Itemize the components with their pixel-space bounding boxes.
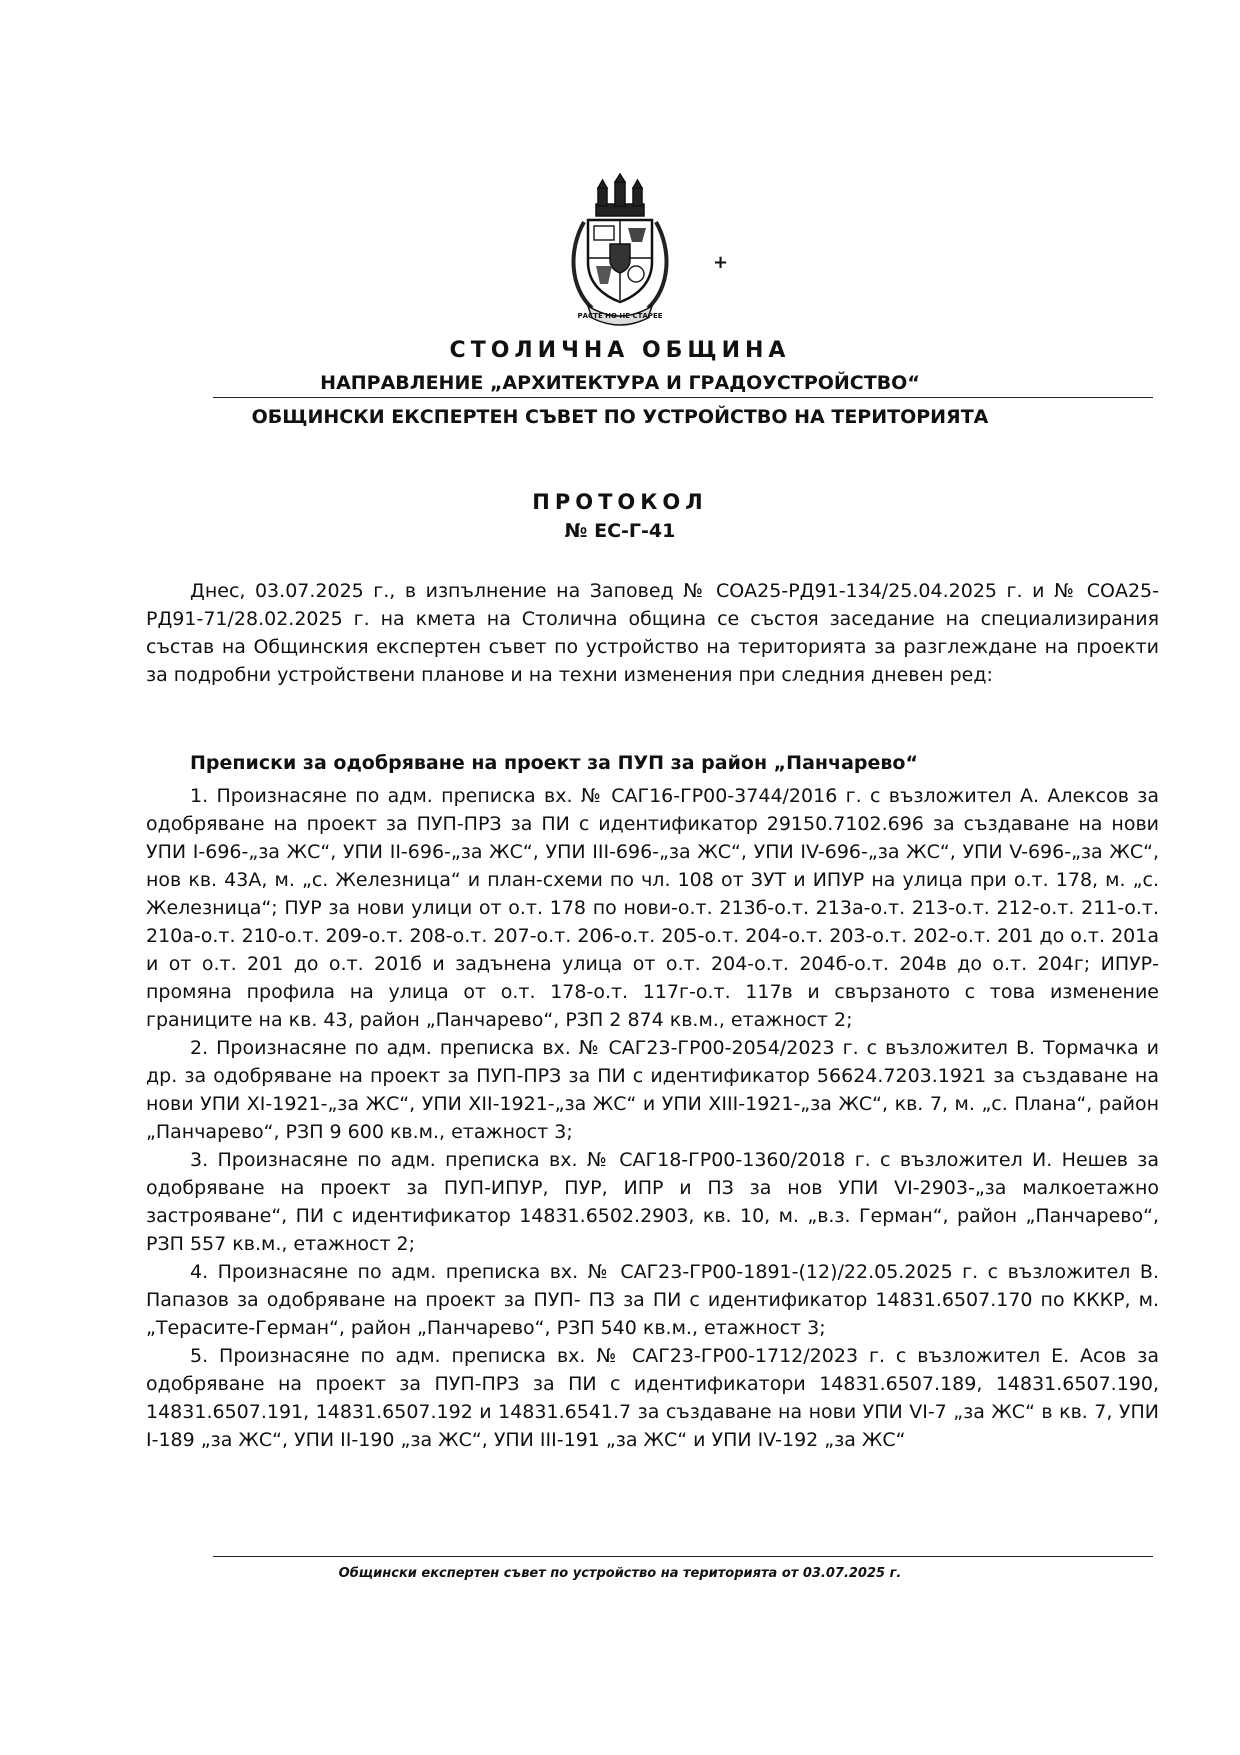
page-footer: Общински експертен съвет по устройство на територията от 03.07.2025 г. bbox=[338, 1566, 902, 1581]
footer-divider bbox=[213, 1556, 1153, 1557]
agenda-item: 2. Произнасяне по адм. преписка вх. № САГ23-ГР00-2054/2023 г. с възложител В. Тормачка и др. за одобряване на проект за ПУП-ПРЗ за ПИ с идентификатор 56624.7203.1921 за създаване на нови УПИ XI-1921-„за ЖС“, УПИ XII-1921-„за ЖС“ и УПИ XIII-1921-„за ЖС“, кв. 7, м. „с. Плана“, район „Панчарево“, РЗП 9 600 кв.м., етажност 3; bbox=[146, 1037, 1159, 1143]
organization-name: СТОЛИЧНА ОБЩИНА bbox=[449, 338, 791, 363]
sofia-coat-of-arms-icon bbox=[562, 170, 678, 326]
agenda-item: 4. Произнасяне по адм. преписка вх. № САГ23-ГР00-1891-(12)/22.05.2025 г. с възложител В. Папазов за одобряване на проект за ПУП- ПЗ за ПИ с идентификатор 14831.6507.170 по КККР, м. „Терасите-Герман“, район „Панчарево“, РЗП 540 кв.м., етажност 3; bbox=[146, 1261, 1159, 1339]
svg-text:РАСТЕ НО НЕ СТАРЕЕ: РАСТЕ НО НЕ СТАРЕЕ bbox=[577, 312, 663, 320]
department-name: НАПРАВЛЕНИЕ „АРХИТЕКТУРА И ГРАДОУСТРОЙСТВО“ bbox=[320, 372, 920, 394]
section-heading: Преписки за одобряване на проект за ПУП за район „Панчарево“ bbox=[190, 752, 918, 774]
council-name: ОБЩИНСКИ ЕКСПЕРТЕН СЪВЕТ ПО УСТРОЙСТВО НА ТЕРИТОРИЯТА bbox=[251, 406, 989, 428]
header-divider bbox=[213, 397, 1153, 398]
agenda-item: 3. Произнасяне по адм. преписка вх. № САГ18-ГР00-1360/2018 г. с възложител И. Нешев за одобряване на проект за ПУП-ИПУР, ПУР, ИПР и ПЗ за нов УПИ VI-2903-„за малкоетажно застрояване“, ПИ с идентификатор 14831.6502.2903, кв. 10, м. „в.з. Герман“, район „Панчарево“, РЗП 557 кв.м., етажност 2; bbox=[146, 1149, 1159, 1255]
plus-mark: + bbox=[713, 252, 729, 273]
agenda-item: 5. Произнасяне по адм. преписка вх. № САГ23-ГР00-1712/2023 г. с възложител Е. Асов за одобряване на проект за ПУП-ПРЗ за ПИ с идентификатори 14831.6507.189, 14831.6507.190, 14831.6507.191, 14831.6507.192 и 14831.6541.7 за създаване на нови УПИ VI-7 „за ЖС“ в кв. 7, УПИ I-189 „за ЖС“, УПИ II-190 „за ЖС“, УПИ III-191 „за ЖС“ и УПИ IV-192 „за ЖС“ bbox=[146, 1345, 1159, 1451]
agenda-items bbox=[146, 782, 1159, 1454]
intro-paragraph: Днес, 03.07.2025 г., в изпълнение на Заповед № СОА25-РД91-134/25.04.2025 г. и № СОА25-РД91-71/28.02.2025 г. на кмета на Столична община се състоя заседание на специализирания състав на Общинския експертен съвет по устройство на територията за разглеждане на проекти за подробни устройствени планове и на техни изменения при следния дневен ред: bbox=[146, 580, 1159, 686]
agenda-item: 1. Произнасяне по адм. преписка вх. № САГ16-ГР00-3744/2016 г. с възложител А. Алексов за одобряване на проект за ПУП-ПРЗ за ПИ с идентификатор 29150.7102.696 за създаване на нови УПИ I-696-„за ЖС“, УПИ II-696-„за ЖС“, УПИ III-696-„за ЖС“, УПИ IV-696-„за ЖС“, УПИ V-696-„за ЖС“, нов кв. 43А, м. „с. Железница“ и план-схеми по чл. 108 от ЗУТ и ИПУР на улица при о.т. 178, м. „с. Железница“; ПУР за нови улици от о.т. 178 по нови-о.т. 213б-о.т. 213а-о.т. 213-о.т. 212-о.т. 211-о.т. 210а-о.т. 210-о.т. 209-о.т. 208-о.т. 207-о.т. 206-о.т. 205-о.т. 204-о.т. 203-о.т. 202-о.т. 201 до о.т. 201а и от о.т. 201 до о.т. 201б и задънена улица от о.т. 204-о.т. 204б-о.т. 204в до о.т. 204г; ИПУР-промяна профила на улица от о.т. 178-о.т. 117г-о.т. 117в и свързаното с това изменение границите на кв. 43, район „Панчарево“, РЗП 2 874 кв.м., етажност 2; bbox=[146, 785, 1159, 1031]
protocol-number: № ЕС-Г-41 bbox=[564, 520, 676, 542]
protocol-title: ПРОТОКОЛ bbox=[532, 490, 708, 514]
